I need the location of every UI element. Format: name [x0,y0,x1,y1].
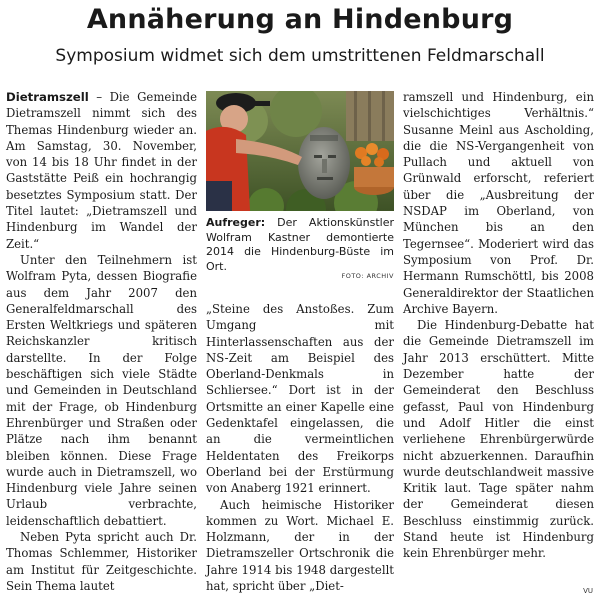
headline: Annäherung an Hindenburg [86,4,514,35]
dateline: Dietramszell [6,90,89,104]
article-column-2 [206,301,394,594]
bust-photo-illustration [206,91,394,211]
article-column-1 [6,89,197,594]
subheadline: Symposium widmet sich dem umstrittenen Feldmarschall [55,46,545,66]
paragraph: Auch heimische Historiker kommen zu Wort. Michael E. Holzmann, der in der Dietramszeller Ortschronik die Jahre 1914 bis 1948 dargestellt hat, spricht über „Diet- [206,497,394,594]
paragraph: Die Hindenburg-Debatte hat die Gemeinde Dietramszell im Jahr 2013 erschüttert. Mitte Dezember hatte der Gemeinderat den Beschluss gefasst, Paul von Hindenburg und Adolf Hitler die einst verliehene Ehrenbürgerwürde nicht abzuerkennen. Daraufhin wurde deutschlandweit massive Kritik laut. Tage später nahm der Gemeinderat diesen Beschluss einstimmig zurück. Stand heute ist Hindenburg kein Ehrenbürger mehr. [403,318,594,561]
photo-credit: FOTO: ARCHIV [341,272,394,280]
paragraph: ramszell und Hindenburg, ein vielschichtiges Verhältnis.“ Susanne Meinl aus Ascholding, die die NS-Vergangenheit von Pullach und aktuell von Grünwald erforscht, referiert über die „Ausbreitung der NSDAP im Oberland, von München bis an den Tegernsee“. Moderiert wird das Symposium von Prof. Dr. Hermann Rumschöttl, bis 2008 Generaldirektor der Staatlichen Archive Bayern. [403,90,594,316]
caption-lead: Aufreger: [206,216,266,229]
paragraph: Neben Pyta spricht auch Dr. Thomas Schlemmer, Historiker am Institut für Zeitgeschichte. Sein Thema lautet [6,530,197,593]
paragraph [6,89,197,252]
paragraph: „Steine des Anstoßes. Zum Umgang mit Hinterlassenschaften aus der NS-Zeit am Beispiel des Oberland-Denkmals in Schliersee.“ Dort ist in der Ortsmitte an einer Kapelle eine Gedenktafel eingelassen, die an die vermeintlichen Heldentaten des Freikorps Oberland bei der Erstürmung von Anaberg 1921 erinnert. [206,302,394,496]
paragraph-text: – Die Gemeinde Dietramszell nimmt sich des Themas Hindenburg wieder an. Am Samstag, 30. November, von 14 bis 18 Uhr findet in der Gaststätte Peiß ein hochrangig besetztes Symposium statt. Der Titel lautet: „Dietramszell und Hindenburg im Wandel der Zeit.“ [6,90,197,251]
paragraph: Unter den Teilnehmern ist Wolfram Pyta, dessen Biografie aus dem Jahr 2007 den Generalfeldmarschall des Ersten Weltkriegs und späteren Reichskanzler kritisch darstellte. In der Folge beschäftigen sich viele Städte und Gemeinden in Deutschland mit der Frage, ob Hindenburg Ehrenbürger und Straßen oder Plätze nach ihm benannt bleiben können. Diese Frage wurde auch in Dietramszell, wo Hindenburg viele Jahre seinen Urlaub verbrachte, leidenschaftlich debattiert. [6,252,197,528]
caption-text: Der Aktionskünstler Wolfram Kastner demontierte 2014 die Hindenburg-Büste im Ort. [206,216,394,273]
article-column-3 [403,89,594,562]
photo-caption [206,216,394,274]
photo-hindenburg-bust [206,91,394,211]
author-initials: VU [583,587,593,595]
